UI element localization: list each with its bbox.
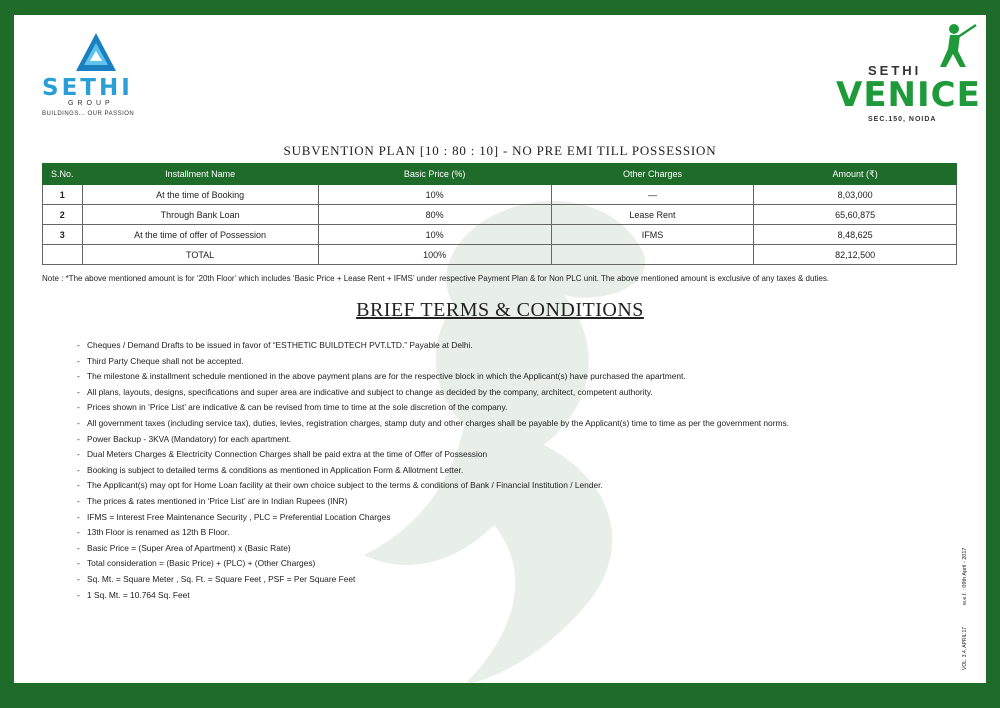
terms-list — [77, 338, 789, 603]
list-item: - All government taxes (including service tax), duties, levies, registration charges, stamp duty and other charges shall be payable by the Applicant(s) time to time as per the government norms. — [77, 417, 789, 428]
document-sheet — [14, 15, 986, 683]
sethi-venice-logo — [824, 21, 984, 126]
cell-other-charges: IFMS — [551, 225, 754, 245]
effective-date: w.e.f. : 09th April - 2017 — [962, 547, 968, 605]
header-amount: Amount (₹) — [754, 164, 957, 185]
table-row — [43, 185, 957, 205]
list-item: - Basic Price = (Super Area of Apartment) x (Basic Rate) — [77, 542, 291, 553]
cell-basic-price: 10% — [318, 185, 551, 205]
payment-plan-table — [42, 163, 957, 265]
cell-installment-name: At the time of Booking — [82, 185, 318, 205]
header-installment-name: Installment Name — [82, 164, 318, 185]
cell-amount: 8,48,625 — [754, 225, 957, 245]
plan-title: SUBVENTION PLAN [10 : 80 : 10] - NO PRE EMI TILL POSSESSION — [283, 143, 717, 158]
cell-amount: 65,60,875 — [754, 205, 957, 225]
logo-left-tagline: BUILDINGS... OUR PASSION — [42, 111, 135, 117]
cell-other-charges: — — [551, 185, 754, 205]
list-item: - Sq. Mt. = Square Meter , Sq. Ft. = Square Feet , PSF = Per Square Feet — [77, 573, 356, 584]
list-item: - 13th Floor is renamed as 12th B Floor. — [77, 527, 230, 538]
table-header-row — [43, 164, 957, 185]
cell-sno — [43, 245, 83, 265]
cell-installment-name: Through Bank Loan — [82, 205, 318, 225]
list-item: - Booking is subject to detailed terms & conditions as mentioned in Application Form & Allotment Letter. — [77, 464, 464, 475]
list-item: - The prices & rates mentioned in ‘Price List’ are in Indian Rupees (INR) — [77, 495, 348, 506]
list-item: - Cheques / Demand Drafts to be issued in favor of “ESTHETIC BUILDTECH PVT.LTD.” Payable at Delhi. — [77, 340, 473, 350]
logo-left-brand: SETHI — [42, 75, 133, 101]
header-basic-price: Basic Price (%) — [318, 164, 551, 185]
cell-basic-price: 100% — [318, 245, 551, 265]
list-item: - Prices shown in ‘Price List’ are indicative & can be revised from time to time at the sole discretion of the company. — [77, 402, 508, 413]
table-row-total — [43, 245, 957, 265]
cell-amount: 8,03,000 — [754, 185, 957, 205]
table-row — [43, 205, 957, 225]
table-row — [43, 225, 957, 245]
list-item: - Total consideration = (Basic Price) + (PLC) + (Other Charges) — [77, 558, 316, 569]
sethi-group-logo — [40, 31, 160, 121]
logo-left-group: GROUP — [68, 100, 114, 107]
cell-basic-price: 80% — [318, 205, 551, 225]
cell-sno: 3 — [43, 225, 83, 245]
header-other-charges: Other Charges — [551, 164, 754, 185]
sethi-triangle-icon — [74, 31, 118, 75]
list-item: - IFMS = Interest Free Maintenance Security , PLC = Preferential Location Charges — [77, 511, 391, 522]
list-item: - Dual Meters Charges & Electricity Connection Charges shall be paid extra at the time of Offer of Possession — [77, 449, 488, 460]
list-item: - Power Backup - 3KVA (Mandatory) for each apartment. — [77, 433, 292, 444]
terms-title: BRIEF TERMS & CONDITIONS — [356, 299, 644, 321]
cell-basic-price: 10% — [318, 225, 551, 245]
header-sno: S.No. — [43, 164, 83, 185]
price-note: Note : *The above mentioned amount is for ‘20th Floor’ which includes ‘Basic Price + Lease Rent + IFMS’ under respective Payment Plan & for Non PLC unit. The above mentioned amount is exclusive of any taxes & duties. — [42, 274, 830, 283]
version-label: VOL. 3.4, APRIL’17 — [962, 626, 968, 670]
golfer-icon — [928, 21, 978, 69]
list-item: - Third Party Cheque shall not be accepted. — [77, 355, 244, 366]
cell-installment-name: At the time of offer of Possession — [82, 225, 318, 245]
list-item: - 1 Sq. Mt. = 10.764 Sq. Feet — [77, 589, 190, 600]
logo-right-brand: SETHI — [868, 63, 922, 78]
list-item: - The Applicant(s) may opt for Home Loan facility at their own choice subject to the terms & conditions of Bank / Financial Institution / Lender. — [77, 480, 603, 491]
list-item: - The milestone & installment schedule mentioned in the above payment plans are for the respective block in which the Applicant(s) have purchased the apartment. — [77, 371, 686, 382]
logo-right-name: VENICE — [836, 75, 981, 115]
cell-sno: 1 — [43, 185, 83, 205]
list-item: - All plans, layouts, designs, specifications and super area are indicative and subject to change as decided by the company, architect, competent authority. — [77, 386, 653, 397]
logo-right-location: SEC.150, NOIDA — [868, 116, 937, 123]
cell-installment-name: TOTAL — [82, 245, 318, 265]
cell-other-charges: Lease Rent — [551, 205, 754, 225]
cell-other-charges — [551, 245, 754, 265]
cell-sno: 2 — [43, 205, 83, 225]
cell-amount: 82,12,500 — [754, 245, 957, 265]
